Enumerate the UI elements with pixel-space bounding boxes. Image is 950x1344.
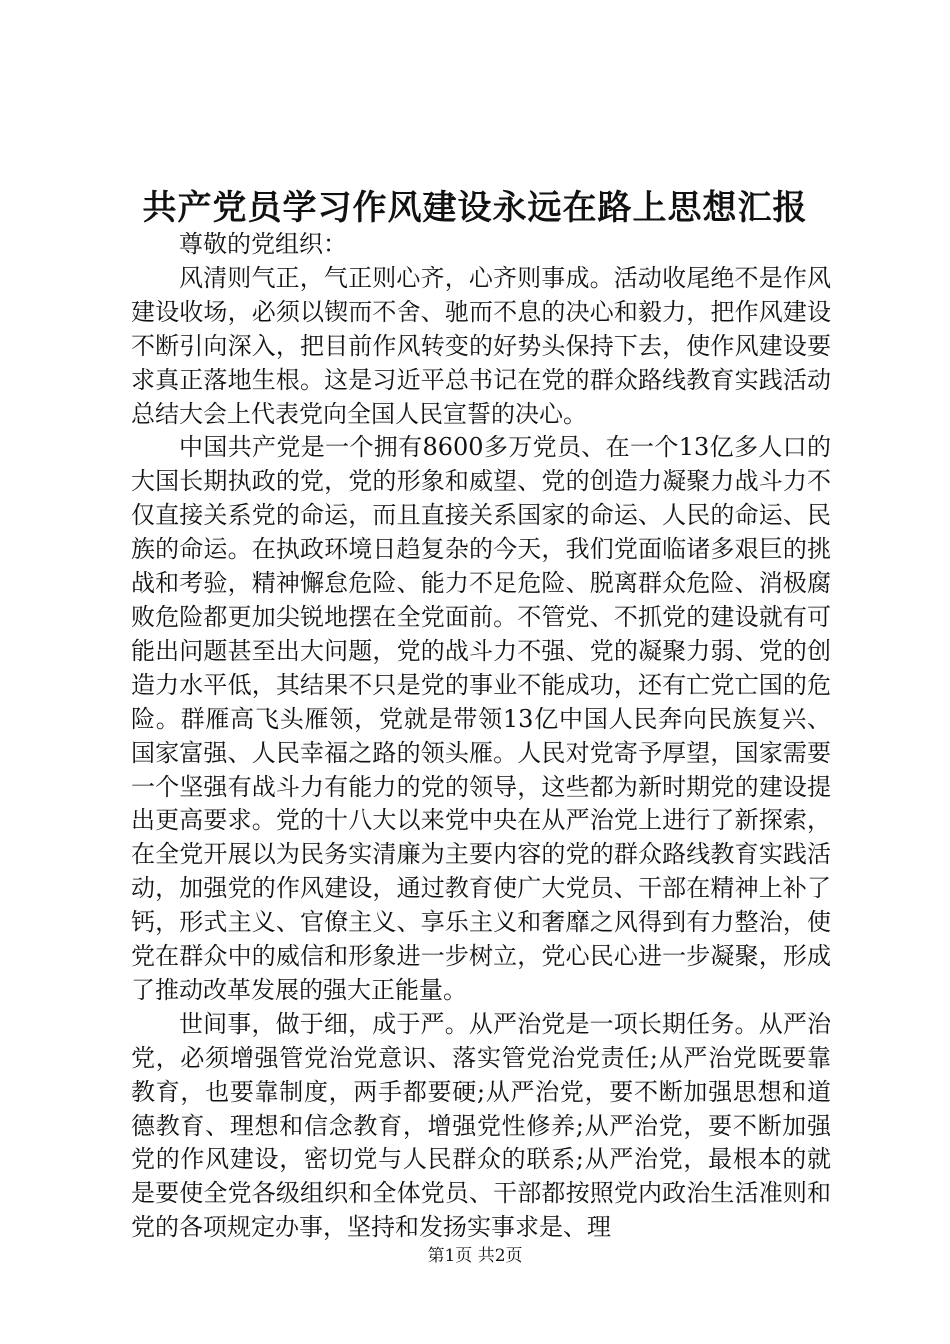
paragraph-3: 世间事，做于细，成于严。从严治党是一项长期任务。从严治党，必须增强管党治党意识、落实管党治党责任;从严治党既要靠教育，也要靠制度，两手都要硬;从严治党，要不断加强思想和道德教育、理想和信念教育，增强党性修养;从严治党，要不断加强党的作风建设，密切党与人民群众的联系;从严治党，最根本的就是要使全党各级组织和全体党员、干部都按照党内政治生活准则和党的各项规定办事，坚持和发扬实事求是、理 [131, 1009, 831, 1242]
document-title: 共产党员学习作风建设永远在路上思想汇报 [142, 188, 808, 228]
paragraph-2: 中国共产党是一个拥有8600多万党员、在一个13亿多人口的大国长期执政的党，党的形象和威望、党的创造力凝聚力战斗力不仅直接关系党的命运，而且直接关系国家的命运、人民的命运、民族的命运。在执政环境日趋复杂的今天，我们党面临诸多艰巨的挑战和考验，精神懈怠危险、能力不足危险、脱离群众危险、消极腐败危险都更加尖锐地摆在全党面前。不管党、不抓党的建设就有可能出问题甚至出大问题，党的战斗力不强、党的凝聚力弱、党的创造力水平低，其结果不只是党的事业不能成功，还有亡党亡国的危险。群雁高飞头雁领，党就是带领13亿中国人民奔向民族复兴、国家富强、人民幸福之路的领头雁。人民对党寄予厚望，国家需要一个坚强有战斗力有能力的党的领导，这些都为新时期党的建设提出更高要求。党的十八大以来党中央在从严治党上进行了新探索，在全党开展以为民务实清廉为主要内容的党的群众路线教育实践活动，加强党的作风建设，通过教育使广大党员、干部在精神上补了钙，形式主义、官僚主义、享乐主义和奢靡之风得到有力整治，使党在群众中的威信和形象进一步树立，党心民心进一步凝聚，形成了推动改革发展的强大正能量。 [131, 433, 831, 1004]
document-body [131, 228, 831, 1245]
page-number-footer: 第1页 共2页 [427, 1246, 523, 1266]
salutation: 尊敬的党组织： [179, 230, 347, 258]
paragraph-1: 风清则气正，气正则心齐，心齐则事成。活动收尾绝不是作风建设收场，必须以锲而不舍、驰而不息的决心和毅力，把作风建设不断引向深入，把目前作风转变的好势头保持下去，使作风建设要求真正落地生根。这是习近平总书记在党的群众路线教育实践活动总结大会上代表党向全国人民宣誓的决心。 [131, 263, 831, 428]
